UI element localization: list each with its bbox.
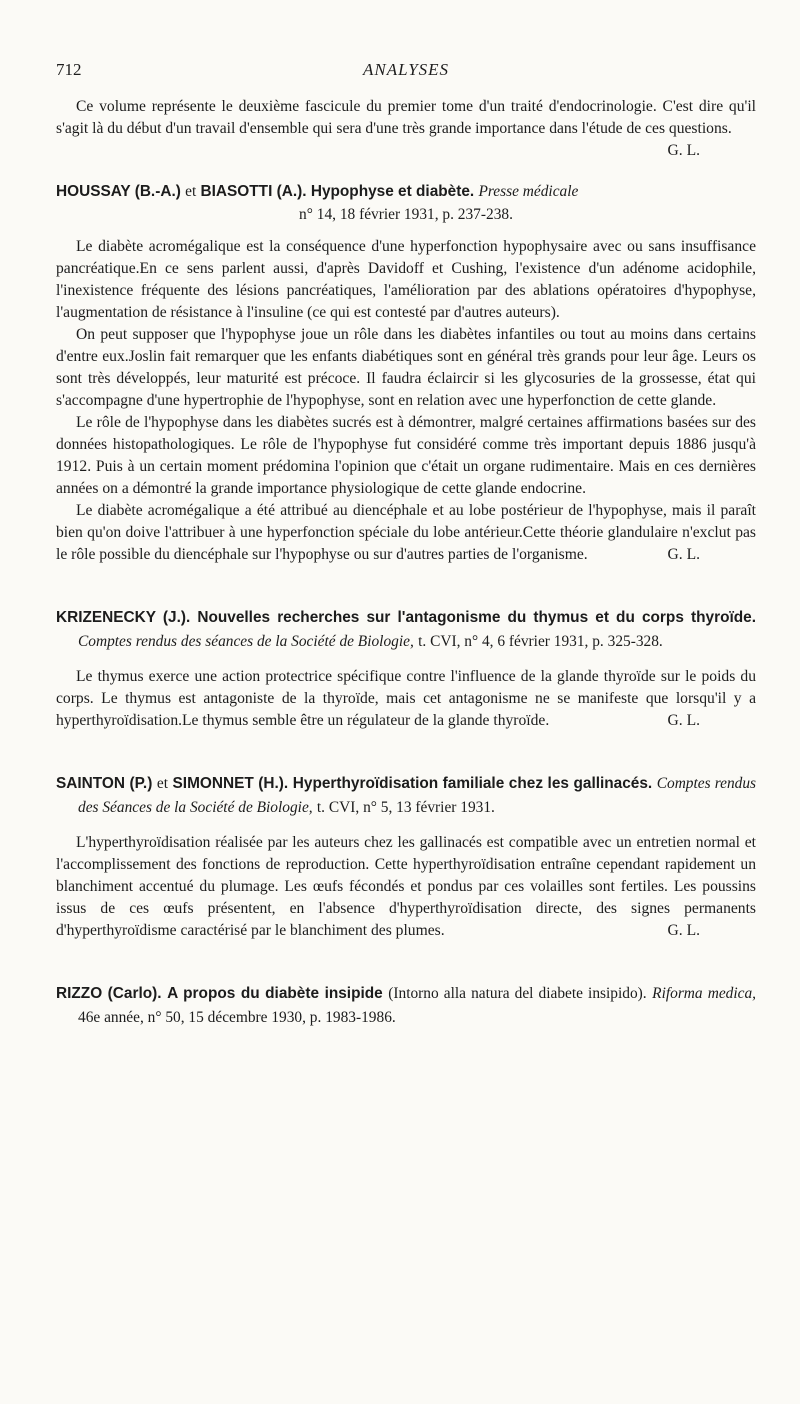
- entry-paragraph-last: [56, 832, 756, 942]
- article-title: Hypophyse et diabète.: [310, 183, 475, 200]
- entry-paragraph-text: Le thymus exerce une action protectrice spécifique contre l'influence de la glande thyroïde sur le poids du corps. Le thymus est antagoniste de la thyroïde, mais cet antagonisme ne se manifeste que lorsqu'il y a hyperthyroïdisation.Le thymus semble être un régulateur de la glande thyroïde.: [56, 668, 756, 729]
- conjunction: et: [185, 183, 197, 200]
- entry-paragraph-text: Le diabète acromégalique a été attribué au diencéphale et au lobe postérieur de l'hypophyse, mais il paraît bien qu'on doive l'attribuer à une hyperfonction spéciale du lobe antérieur.Cette théorie glandulaire n'exclut pas le rôle possible du diencéphale sur l'hypophyse ou sur d'autres parties de l'organisme.: [56, 502, 756, 563]
- entry-paragraph: Le diabète acromégalique est la conséquence d'une hyperfonction hypophysaire avec ou sans insuffisance pancréatique.En ce sens parlent aussi, d'après Davidoff et Cushing, l'existence d'un adénome acidophile, l'inexistence fréquente des lésions pancréatiques, l'amélioration par des ablations opératoires d'hypophyse, l'augmentation de résistance à l'insuline (ce qui est contesté par d'autres auteurs).: [56, 238, 756, 321]
- author-name: KRIZENECKY (J.).: [56, 609, 191, 626]
- author-name: BIASOTTI (A.).: [200, 183, 307, 200]
- article-subtitle: (Intorno alla natura del diabete insipido).: [388, 985, 647, 1002]
- page-number: 712: [56, 60, 82, 79]
- entry-paragraph: Le rôle de l'hypophyse dans les diabètes sucrés est à démontrer, malgré certaines affirmations basées sur des données histopathologiques. Le rôle de l'hypophyse fut considéré comme très important depuis 1886 jusqu'à 1912. Puis à un certain moment prédomina l'opinion que c'était un organe rudimentaire. Mais en ces dernières années on a démontré la grande importance physiologique de cette glande endocrine.: [56, 414, 756, 497]
- author-name: SIMONNET (H.).: [172, 775, 289, 792]
- intro-paragraph: [56, 96, 756, 159]
- citation-ref: t. CVI, n° 4, 6 février 1931, p. 325-328.: [418, 633, 663, 650]
- journal-name: Riforma medica,: [652, 985, 757, 1002]
- signature: G. L.: [667, 922, 700, 939]
- author-name: HOUSSAY (B.-A.): [56, 183, 181, 200]
- header-title: ANALYSES: [362, 60, 450, 79]
- signature: G. L.: [667, 712, 700, 729]
- citation-ref: 46e année, n° 50, 15 décembre 1930, p. 1983-1986.: [78, 1009, 396, 1026]
- entry-paragraph-last: [56, 666, 756, 732]
- entry-heading: [56, 982, 756, 1030]
- signature: G. L.: [667, 546, 700, 563]
- intro-text: Ce volume représente le deuxième fascicule du premier tome d'un traité d'endocrinologie. C'est dire qu'il s'agit là du début d'un travail d'ensemble qui sera d'une très grande importance dans l'étude de ces questions.: [56, 98, 756, 137]
- entry-heading: [56, 772, 756, 820]
- author-name: SAINTON (P.): [56, 775, 153, 792]
- author-name: RIZZO (Carlo).: [56, 985, 162, 1002]
- entry-paragraph-text: L'hyperthyroïdisation réalisée par les auteurs chez les gallinacés est compatible avec un entretien normal et l'accomplissement des fonctions de reproduction. Cette hyperthyroïdisation entraîne cependant rapidement un blanchiment accentué du plumage. Les œufs fécondés et pondus par ces volailles sont fertiles. Les poussins issus de ces œufs présentent, en l'absence d'hyperthyroïdisation directe, des signes permanents d'hyperthyroïdisme caractérisé par le blanchiment des plumes.: [56, 834, 756, 939]
- article-body: [56, 96, 756, 1030]
- entry-rizzo: [56, 982, 756, 1030]
- citation-ref: t. CVI, n° 5, 13 février 1931.: [316, 799, 495, 816]
- entry-paragraph-last: [56, 500, 756, 566]
- journal-name: Comptes rendus des Séances de la Société de Biologie,: [78, 775, 757, 816]
- article-title: A propos du diabète insipide: [167, 985, 383, 1002]
- article-title: Hyperthyroïdisation familiale chez les gallinacés.: [292, 775, 653, 792]
- entry-heading: [56, 606, 756, 654]
- journal-name: Comptes rendus des séances de la Société de Biologie,: [78, 633, 414, 650]
- entry-paragraph: On peut supposer que l'hypophyse joue un rôle dans les diabètes infantiles ou tout au moins dans certains d'entre eux.Joslin fait remarquer que les enfants diabétiques sont en général très grands pour leur âge. Leurs os sont très développés, leur maturité est précoce. Il faudra éclaircir si les glycosuries de la grossesse, état qui s'accompagne d'une hypertrophie de l'hypophyse, sont en relation avec une hyperfonction de cette glande.: [56, 326, 756, 409]
- entry-heading: [56, 180, 756, 204]
- entry-houssay: [56, 180, 756, 566]
- article-title: Nouvelles recherches sur l'antagonisme du thymus et du corps thyroïde.: [197, 609, 756, 626]
- entry-sainton: [56, 772, 756, 942]
- signature: G. L.: [667, 142, 700, 159]
- entry-krizenecky: [56, 606, 756, 732]
- journal-name: Presse médicale: [478, 183, 579, 200]
- conjunction: et: [156, 775, 168, 792]
- running-head: [56, 60, 756, 84]
- citation-ref: n° 14, 18 février 1931, p. 237-238.: [299, 206, 513, 223]
